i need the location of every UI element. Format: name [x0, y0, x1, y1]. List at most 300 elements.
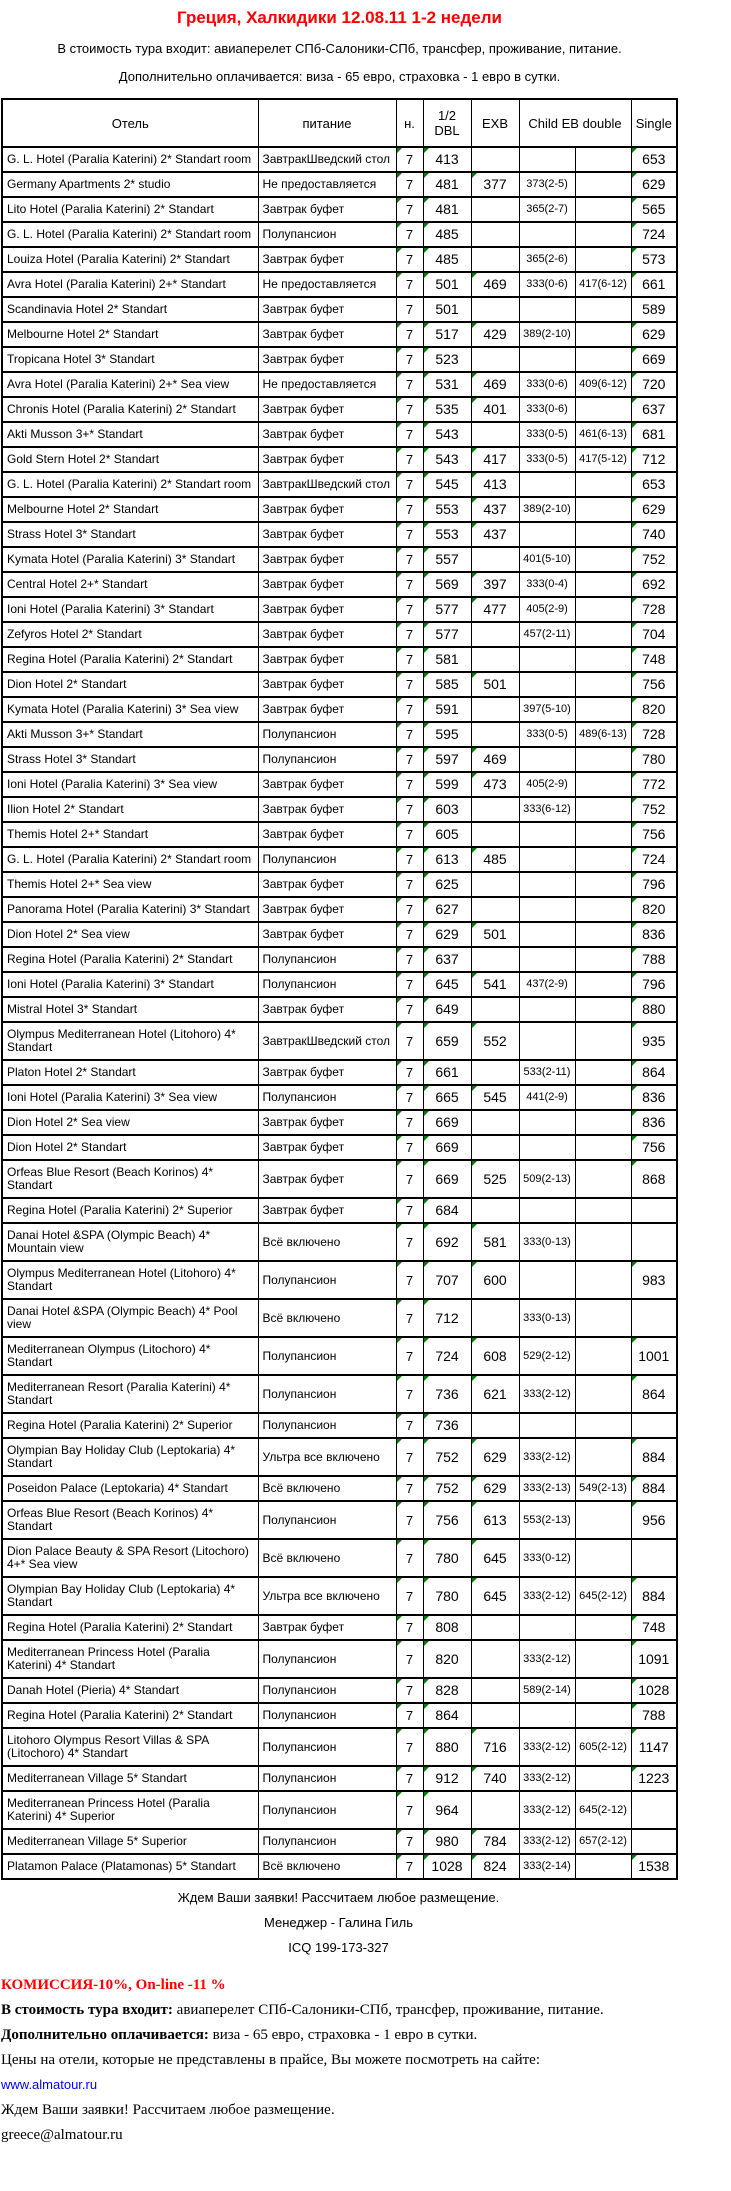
- hotel-name-cell: Orfeas Blue Resort (Beach Korinos) 4* Standart: [2, 1501, 258, 1539]
- half-dbl-price-cell: 597: [423, 747, 471, 772]
- nights-cell: 7: [396, 797, 423, 822]
- exb-price-cell: 437: [471, 497, 519, 522]
- hotel-name-cell: Ioni Hotel (Paralia Katerini) 3* Standart: [2, 597, 258, 622]
- exb-price-cell: [471, 1198, 519, 1223]
- meal-plan-cell: Полупансион: [258, 1791, 396, 1829]
- price-table: [1, 98, 678, 1880]
- single-price-cell: 724: [631, 847, 677, 872]
- table-row: [2, 622, 677, 647]
- nights-cell: 7: [396, 1501, 423, 1539]
- single-price-cell: [631, 1198, 677, 1223]
- meal-plan-cell: Не предоставляется: [258, 372, 396, 397]
- hotel-name-cell: Mediterranean Princess Hotel (Paralia Katerini) 4* Standart: [2, 1640, 258, 1678]
- single-price-cell: 956: [631, 1501, 677, 1539]
- table-row: [2, 972, 677, 997]
- child-eb-price-cell-2: 417(6-12): [575, 272, 631, 297]
- child-eb-price-cell-1: 529(2-12): [519, 1337, 575, 1375]
- meal-plan-cell: Полупансион: [258, 1829, 396, 1854]
- single-price-cell: 589: [631, 297, 677, 322]
- child-eb-price-cell-1: 389(2-10): [519, 497, 575, 522]
- half-dbl-price-cell: 752: [423, 1476, 471, 1501]
- nights-cell: 7: [396, 397, 423, 422]
- child-eb-price-cell-1: 365(2-7): [519, 197, 575, 222]
- table-row: [2, 1060, 677, 1085]
- exb-price-cell: [471, 1110, 519, 1135]
- half-dbl-price-cell: 629: [423, 922, 471, 947]
- half-dbl-price-cell: 820: [423, 1640, 471, 1678]
- page-title: Греция, Халкидики 12.08.11 1-2 недели: [176, 8, 503, 27]
- footer-extra-label: Дополнительно оплачивается:: [1, 2027, 209, 2043]
- child-eb-price-cell-1: [519, 897, 575, 922]
- hotel-name-cell: Olympian Bay Holiday Club (Leptokaria) 4* Standart: [2, 1577, 258, 1615]
- single-price-cell: 788: [631, 947, 677, 972]
- half-dbl-price-cell: 577: [423, 597, 471, 622]
- nights-cell: 7: [396, 472, 423, 497]
- single-price-cell: 728: [631, 722, 677, 747]
- half-dbl-price-cell: 605: [423, 822, 471, 847]
- exb-price-cell: 485: [471, 847, 519, 872]
- hotel-name-cell: Regina Hotel (Paralia Katerini) 2* Standart: [2, 1615, 258, 1640]
- half-dbl-price-cell: 684: [423, 1198, 471, 1223]
- meal-plan-cell: Ультра все включено: [258, 1577, 396, 1615]
- meal-plan-cell: Полупансион: [258, 947, 396, 972]
- table-row: [2, 1299, 677, 1337]
- exb-price-cell: 621: [471, 1375, 519, 1413]
- child-eb-price-cell-1: 389(2-10): [519, 322, 575, 347]
- child-eb-price-cell-2: [575, 847, 631, 872]
- child-eb-price-cell-2: [575, 1766, 631, 1791]
- child-eb-price-cell-2: [575, 972, 631, 997]
- exb-price-cell: [471, 422, 519, 447]
- hotel-name-cell: Strass Hotel 3* Standart: [2, 522, 258, 547]
- child-eb-price-cell-2: [575, 1022, 631, 1060]
- exb-price-cell: 377: [471, 172, 519, 197]
- hotel-name-cell: Dion Hotel 2* Standart: [2, 672, 258, 697]
- child-eb-price-cell-1: [519, 947, 575, 972]
- hotel-name-cell: Zefyros Hotel 2* Standart: [2, 622, 258, 647]
- child-eb-price-cell-2: [575, 1223, 631, 1261]
- child-eb-price-cell-1: [519, 1261, 575, 1299]
- hotel-name-cell: G. L. Hotel (Paralia Katerini) 2* Standart room: [2, 472, 258, 497]
- child-eb-price-cell-2: [575, 597, 631, 622]
- hotel-name-cell: Akti Musson 3+* Standart: [2, 722, 258, 747]
- table-row: [2, 322, 677, 347]
- extra-payment-note: Дополнительно оплачивается: виза - 65 евро, страховка - 1 евро в сутки.: [118, 69, 561, 84]
- half-dbl-price-cell: 724: [423, 1337, 471, 1375]
- hotel-name-cell: Ioni Hotel (Paralia Katerini) 3* Sea view: [2, 1085, 258, 1110]
- nights-cell: 7: [396, 922, 423, 947]
- hotel-name-cell: Mediterranean Princess Hotel (Paralia Katerini) 4* Superior: [2, 1791, 258, 1829]
- nights-cell: 7: [396, 297, 423, 322]
- child-eb-price-cell-2: [575, 322, 631, 347]
- half-dbl-price-cell: 692: [423, 1223, 471, 1261]
- meal-plan-cell: Полупансион: [258, 1337, 396, 1375]
- meal-plan-cell: ЗавтракШведский стол: [258, 147, 396, 172]
- single-price-cell: [631, 1413, 677, 1438]
- hotel-name-cell: Melbourne Hotel 2* Standart: [2, 322, 258, 347]
- child-eb-price-cell-2: [575, 247, 631, 272]
- half-dbl-price-cell: 485: [423, 247, 471, 272]
- child-eb-price-cell-2: 461(6-13): [575, 422, 631, 447]
- exb-price-cell: 784: [471, 1829, 519, 1854]
- table-row: [2, 797, 677, 822]
- child-eb-price-cell-1: 405(2-9): [519, 597, 575, 622]
- child-eb-price-cell-2: [575, 147, 631, 172]
- meal-plan-cell: Завтрак буфет: [258, 922, 396, 947]
- single-price-cell: 1147: [631, 1728, 677, 1766]
- nights-cell: 7: [396, 1703, 423, 1728]
- table-row: [2, 1791, 677, 1829]
- child-eb-price-cell-1: 553(2-13): [519, 1501, 575, 1539]
- child-eb-price-cell-1: 401(5-10): [519, 547, 575, 572]
- half-dbl-price-cell: 645: [423, 972, 471, 997]
- exb-price-cell: 552: [471, 1022, 519, 1060]
- half-dbl-price-cell: 880: [423, 1728, 471, 1766]
- nights-cell: 7: [396, 1198, 423, 1223]
- child-eb-price-cell-2: [575, 772, 631, 797]
- single-price-cell: [631, 1791, 677, 1829]
- child-eb-price-cell-1: 509(2-13): [519, 1160, 575, 1198]
- table-row: [2, 597, 677, 622]
- meal-plan-cell: Не предоставляется: [258, 172, 396, 197]
- child-eb-price-cell-1: [519, 1198, 575, 1223]
- half-dbl-price-cell: 707: [423, 1261, 471, 1299]
- hotel-name-cell: Danah Hotel (Pieria) 4* Standart: [2, 1678, 258, 1703]
- hotel-name-cell: Ioni Hotel (Paralia Katerini) 3* Standart: [2, 972, 258, 997]
- table-row: [2, 497, 677, 522]
- table-row: [2, 147, 677, 172]
- nights-cell: 7: [396, 1615, 423, 1640]
- table-row: [2, 772, 677, 797]
- child-eb-price-cell-2: [575, 1110, 631, 1135]
- hotel-name-cell: Tropicana Hotel 3* Standart: [2, 347, 258, 372]
- nights-cell: 7: [396, 372, 423, 397]
- half-dbl-price-cell: 523: [423, 347, 471, 372]
- child-eb-price-cell-1: 589(2-14): [519, 1678, 575, 1703]
- half-dbl-price-cell: 649: [423, 997, 471, 1022]
- meal-plan-cell: Завтрак буфет: [258, 572, 396, 597]
- hotel-name-cell: Regina Hotel (Paralia Katerini) 2* Standart: [2, 647, 258, 672]
- half-dbl-price-cell: 543: [423, 447, 471, 472]
- exb-price-cell: [471, 1615, 519, 1640]
- exb-price-cell: 473: [471, 772, 519, 797]
- hotel-name-cell: Regina Hotel (Paralia Katerini) 2* Standart: [2, 1703, 258, 1728]
- hotel-name-cell: Regina Hotel (Paralia Katerini) 2* Standart: [2, 947, 258, 972]
- nights-cell: 7: [396, 1829, 423, 1854]
- half-dbl-price-cell: 569: [423, 572, 471, 597]
- half-dbl-price-cell: 557: [423, 547, 471, 572]
- child-eb-price-cell-1: [519, 347, 575, 372]
- half-dbl-price-cell: 637: [423, 947, 471, 972]
- single-price-cell: 772: [631, 772, 677, 797]
- child-eb-price-cell-2: [575, 672, 631, 697]
- single-price-cell: 868: [631, 1160, 677, 1198]
- meal-plan-cell: Завтрак буфет: [258, 1615, 396, 1640]
- hotel-name-cell: Dion Hotel 2* Standart: [2, 1135, 258, 1160]
- table-row: [2, 347, 677, 372]
- meal-plan-cell: Всё включено: [258, 1223, 396, 1261]
- meal-plan-cell: Завтрак буфет: [258, 422, 396, 447]
- exb-price-cell: 469: [471, 372, 519, 397]
- half-dbl-price-cell: 603: [423, 797, 471, 822]
- col-header-nights: н.: [396, 99, 423, 147]
- exb-price-cell: [471, 1299, 519, 1337]
- tour-includes-note: В стоимость тура входит: авиаперелет СПб-Салоники-СПб, трансфер, проживание, питание.: [57, 41, 622, 56]
- child-eb-price-cell-1: [519, 747, 575, 772]
- child-eb-price-cell-2: [575, 547, 631, 572]
- child-eb-price-cell-2: [575, 947, 631, 972]
- single-price-cell: 669: [631, 347, 677, 372]
- exb-price-cell: [471, 1135, 519, 1160]
- half-dbl-price-cell: 665: [423, 1085, 471, 1110]
- nights-cell: 7: [396, 1060, 423, 1085]
- exb-price-cell: [471, 1703, 519, 1728]
- half-dbl-price-cell: 736: [423, 1375, 471, 1413]
- half-dbl-price-cell: 577: [423, 622, 471, 647]
- child-eb-price-cell-2: [575, 497, 631, 522]
- single-price-cell: [631, 1539, 677, 1577]
- child-eb-price-cell-1: 333(0-6): [519, 397, 575, 422]
- nights-cell: 7: [396, 1135, 423, 1160]
- meal-plan-cell: Завтрак буфет: [258, 872, 396, 897]
- nights-cell: 7: [396, 1337, 423, 1375]
- single-price-cell: 1028: [631, 1678, 677, 1703]
- half-dbl-price-cell: 535: [423, 397, 471, 422]
- single-price-cell: 661: [631, 272, 677, 297]
- exb-price-cell: 645: [471, 1577, 519, 1615]
- meal-plan-cell: Полупансион: [258, 847, 396, 872]
- child-eb-price-cell-2: [575, 572, 631, 597]
- single-price-cell: 935: [631, 1022, 677, 1060]
- child-eb-price-cell-1: [519, 472, 575, 497]
- meal-plan-cell: Завтрак буфет: [258, 1110, 396, 1135]
- nights-cell: 7: [396, 1640, 423, 1678]
- child-eb-price-cell-2: [575, 1438, 631, 1476]
- exb-price-cell: 716: [471, 1728, 519, 1766]
- half-dbl-price-cell: 736: [423, 1413, 471, 1438]
- single-price-cell: 796: [631, 972, 677, 997]
- child-eb-price-cell-1: 333(6-12): [519, 797, 575, 822]
- hotel-name-cell: Litohoro Olympus Resort Villas & SPA (Litochoro) 4* Standart: [2, 1728, 258, 1766]
- single-price-cell: 836: [631, 1085, 677, 1110]
- half-dbl-price-cell: 780: [423, 1577, 471, 1615]
- table-row: [2, 1640, 677, 1678]
- child-eb-price-cell-2: 549(2-13): [575, 1476, 631, 1501]
- half-dbl-price-cell: 661: [423, 1060, 471, 1085]
- table-row: [2, 1110, 677, 1135]
- half-dbl-price-cell: 1028: [423, 1854, 471, 1879]
- hotel-name-cell: Ioni Hotel (Paralia Katerini) 3* Sea view: [2, 772, 258, 797]
- child-eb-price-cell-1: [519, 147, 575, 172]
- nights-cell: 7: [396, 1476, 423, 1501]
- nights-cell: 7: [396, 247, 423, 272]
- half-dbl-price-cell: 669: [423, 1110, 471, 1135]
- hotel-name-cell: Dion Hotel 2* Sea view: [2, 1110, 258, 1135]
- child-eb-price-cell-1: [519, 222, 575, 247]
- half-dbl-price-cell: 659: [423, 1022, 471, 1060]
- meal-plan-cell: Ультра все включено: [258, 1438, 396, 1476]
- child-eb-price-cell-1: 365(2-6): [519, 247, 575, 272]
- meal-plan-cell: Завтрак буфет: [258, 672, 396, 697]
- exb-price-cell: 397: [471, 572, 519, 597]
- hotel-name-cell: Louiza Hotel (Paralia Katerini) 2* Standart: [2, 247, 258, 272]
- nights-cell: 7: [396, 1375, 423, 1413]
- table-row: [2, 747, 677, 772]
- table-row: [2, 1728, 677, 1766]
- half-dbl-price-cell: 912: [423, 1766, 471, 1791]
- hotel-name-cell: Danai Hotel &SPA (Olympic Beach) 4* Mountain view: [2, 1223, 258, 1261]
- table-row: [2, 1160, 677, 1198]
- exb-price-cell: [471, 1640, 519, 1678]
- table-row: [2, 447, 677, 472]
- exb-price-cell: [471, 822, 519, 847]
- child-eb-price-cell-2: [575, 347, 631, 372]
- table-row: [2, 522, 677, 547]
- hotel-name-cell: G. L. Hotel (Paralia Katerini) 2* Standart room: [2, 147, 258, 172]
- single-price-cell: 788: [631, 1703, 677, 1728]
- almatour-site-link[interactable]: www.almatour.ru: [1, 2077, 98, 2092]
- table-row: [2, 1337, 677, 1375]
- hotel-name-cell: Mistral Hotel 3* Standart: [2, 997, 258, 1022]
- child-eb-price-cell-2: 489(6-13): [575, 722, 631, 747]
- col-header-meal: питание: [258, 99, 396, 147]
- child-eb-price-cell-2: [575, 1198, 631, 1223]
- child-eb-price-cell-1: [519, 1110, 575, 1135]
- table-row: [2, 1413, 677, 1438]
- meal-plan-cell: Завтрак буфет: [258, 772, 396, 797]
- hotel-name-cell: G. L. Hotel (Paralia Katerini) 2* Standart room: [2, 222, 258, 247]
- table-row: [2, 922, 677, 947]
- icq-line: ICQ 199-173-327: [288, 1940, 389, 1955]
- half-dbl-price-cell: 501: [423, 297, 471, 322]
- child-eb-price-cell-2: [575, 872, 631, 897]
- child-eb-price-cell-2: [575, 1854, 631, 1879]
- child-eb-price-cell-1: 457(2-11): [519, 622, 575, 647]
- child-eb-price-cell-2: [575, 1160, 631, 1198]
- half-dbl-price-cell: 481: [423, 197, 471, 222]
- half-dbl-price-cell: 627: [423, 897, 471, 922]
- table-row: [2, 1501, 677, 1539]
- child-eb-price-cell-2: [575, 697, 631, 722]
- exb-price-cell: 541: [471, 972, 519, 997]
- single-price-cell: 565: [631, 197, 677, 222]
- child-eb-price-cell-2: [575, 1085, 631, 1110]
- child-eb-price-cell-2: [575, 922, 631, 947]
- single-price-cell: 1223: [631, 1766, 677, 1791]
- site-link-line: [1, 2077, 678, 2093]
- hotel-name-cell: Olympus Mediterranean Hotel (Litohoro) 4* Standart: [2, 1022, 258, 1060]
- single-price-cell: 864: [631, 1060, 677, 1085]
- meal-plan-cell: Завтрак буфет: [258, 622, 396, 647]
- meal-plan-cell: Завтрак буфет: [258, 447, 396, 472]
- exb-price-cell: [471, 1060, 519, 1085]
- child-eb-price-cell-1: [519, 297, 575, 322]
- hotel-name-cell: Poseidon Palace (Leptokaria) 4* Standart: [2, 1476, 258, 1501]
- exb-price-cell: 545: [471, 1085, 519, 1110]
- exb-price-cell: [471, 622, 519, 647]
- meal-plan-cell: Полупансион: [258, 1703, 396, 1728]
- single-price-cell: 864: [631, 1375, 677, 1413]
- half-dbl-price-cell: 591: [423, 697, 471, 722]
- meal-plan-cell: Завтрак буфет: [258, 247, 396, 272]
- exb-price-cell: 429: [471, 322, 519, 347]
- hotel-name-cell: Lito Hotel (Paralia Katerini) 2* Standart: [2, 197, 258, 222]
- nights-cell: 7: [396, 672, 423, 697]
- child-eb-price-cell-2: [575, 622, 631, 647]
- exb-price-cell: 437: [471, 522, 519, 547]
- nights-cell: 7: [396, 322, 423, 347]
- price-table-body: [2, 147, 677, 1879]
- footer-includes-label: В стоимость тура входит:: [1, 2002, 173, 2018]
- child-eb-price-cell-1: 333(0-13): [519, 1299, 575, 1337]
- half-dbl-price-cell: 669: [423, 1135, 471, 1160]
- table-row: [2, 1829, 677, 1854]
- exb-price-cell: [471, 997, 519, 1022]
- hotel-name-cell: Themis Hotel 2+* Sea view: [2, 872, 258, 897]
- child-eb-price-cell-2: [575, 472, 631, 497]
- hotel-name-cell: Themis Hotel 2+* Standart: [2, 822, 258, 847]
- nights-cell: 7: [396, 347, 423, 372]
- footer-block: [1, 1977, 678, 2143]
- half-dbl-price-cell: 599: [423, 772, 471, 797]
- nights-cell: 7: [396, 272, 423, 297]
- single-price-cell: 820: [631, 897, 677, 922]
- footer-prices-note: Цены на отели, которые не представлены в прайсе, Вы можете посмотреть на сайте:: [1, 2052, 540, 2068]
- half-dbl-price-cell: 553: [423, 497, 471, 522]
- hotel-name-cell: Mediterranean Olympus (Litochoro) 4* Standart: [2, 1337, 258, 1375]
- meal-plan-cell: ЗавтракШведский стол: [258, 1022, 396, 1060]
- hotel-name-cell: Kymata Hotel (Paralia Katerini) 3* Sea view: [2, 697, 258, 722]
- half-dbl-price-cell: 543: [423, 422, 471, 447]
- child-eb-price-cell-1: [519, 1615, 575, 1640]
- child-eb-price-cell-2: [575, 1615, 631, 1640]
- child-eb-price-cell-1: 333(2-12): [519, 1791, 575, 1829]
- table-row: [2, 1223, 677, 1261]
- half-dbl-price-cell: 756: [423, 1501, 471, 1539]
- child-eb-price-cell-1: 397(5-10): [519, 697, 575, 722]
- half-dbl-price-cell: 712: [423, 1299, 471, 1337]
- child-eb-price-cell-1: [519, 522, 575, 547]
- hotel-name-cell: Melbourne Hotel 2* Standart: [2, 497, 258, 522]
- nights-cell: 7: [396, 597, 423, 622]
- col-header-exb: EXB: [471, 99, 519, 147]
- single-price-cell: 756: [631, 672, 677, 697]
- child-eb-price-cell-1: 333(2-14): [519, 1854, 575, 1879]
- single-price-cell: 756: [631, 1135, 677, 1160]
- half-dbl-price-cell: 581: [423, 647, 471, 672]
- exb-price-cell: 477: [471, 597, 519, 622]
- table-row: [2, 1022, 677, 1060]
- child-eb-price-cell-1: 333(0-6): [519, 372, 575, 397]
- exb-price-cell: 413: [471, 472, 519, 497]
- child-eb-price-cell-2: 417(5-12): [575, 447, 631, 472]
- hotel-name-cell: Germany Apartments 2* studio: [2, 172, 258, 197]
- exb-price-cell: [471, 697, 519, 722]
- half-dbl-price-cell: 964: [423, 1791, 471, 1829]
- col-header-hotel: Отель: [2, 99, 258, 147]
- single-price-cell: 820: [631, 697, 677, 722]
- nights-cell: 7: [396, 1854, 423, 1879]
- nights-cell: 7: [396, 1678, 423, 1703]
- meal-plan-cell: Всё включено: [258, 1539, 396, 1577]
- child-eb-price-cell-1: [519, 1413, 575, 1438]
- nights-cell: 7: [396, 1223, 423, 1261]
- child-eb-price-cell-2: [575, 1375, 631, 1413]
- meal-plan-cell: Полупансион: [258, 222, 396, 247]
- hotel-name-cell: Mediterranean Village 5* Standart: [2, 1766, 258, 1791]
- child-eb-price-cell-1: 333(0-6): [519, 272, 575, 297]
- meal-plan-cell: Полупансион: [258, 1678, 396, 1703]
